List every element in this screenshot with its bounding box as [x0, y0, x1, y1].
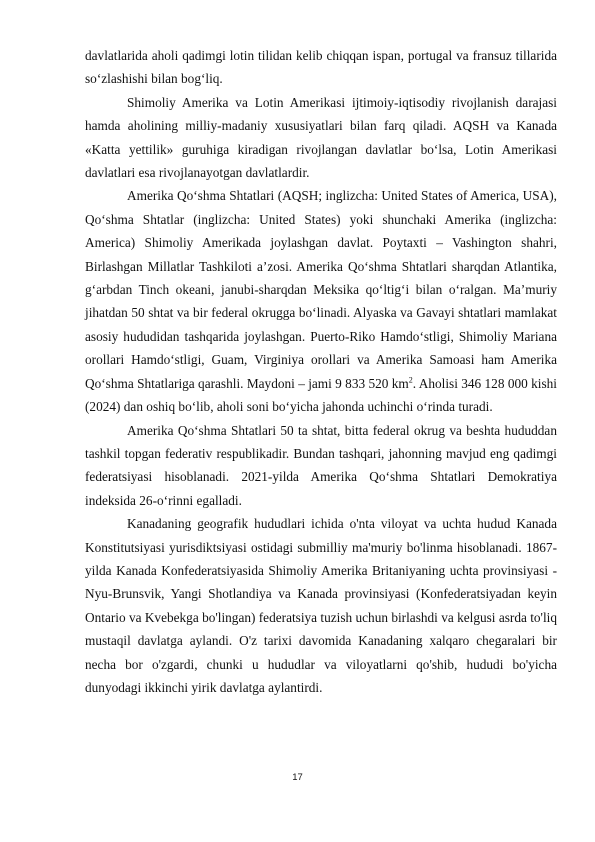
paragraph-1: davlatlarida aholi qadimgi lotin tilidan kelib chiqqan ispan, portugal va fransuz tillarida so‘zlashishi bilan bog‘liq.: [85, 48, 557, 87]
document-page: [85, 44, 557, 699]
paragraph-2: Shimoliy Amerika va Lotin Amerikasi ijtimoiy-iqtisodiy rivojlanish darajasi hamda aholining milliy-madaniy xususiyatlari bilan farq qiladi. AQSH va Kanada «Katta yettilik» guruhiga kiradigan rivojlangan davlatlar bo‘lsa, Lotin Amerikasi davlatlari esa rivojlanayotgan davlatlardir.: [85, 94, 557, 181]
area-unit-superscript: 2: [408, 375, 413, 385]
page-number: 17: [292, 772, 303, 783]
paragraph-5: Kanadaning geografik hududlari ichida o'nta viloyat va uchta hudud Kanada Konstitutsiyasi yurisdiktsiyasi ostidagi submilliy ma'muriy bo'linma hisoblanadi. 1867-yilda Kanada Konfederatsiyasida Shimoliy Amerika Britaniyaning uchta provinsiyasi - Nyu-Brunsvik, Yangi Shotlandiya va Kanada provinsiyasi (Konfederatsiyadan keyin Ontario va Kvebekga bo'lingan) federatsiya tuzish uchun birlashdi va kelgusi asrda to'liq mustaqil davlatga aylandi. O'z tarixi davomida Kanadaning xalqaro chegaralari bir necha bor o'zgardi, chunki u hududlar va viloyatlarni qo'shib, hududi bo'yicha dunyodagi ikkinchi yirik davlatga aylantirdi.: [85, 516, 557, 695]
paragraph-3: [85, 184, 557, 418]
paragraph-4: Amerika Qo‘shma Shtatlari 50 ta shtat, bitta federal okrug va beshta hududdan tashkil topgan federativ respublikadir. Bundan tashqari, jahonning mavjud eng qadimgi federatsiyasi hisoblanadi. 2021-yilda Amerika Qo‘shma Shtatlari Demokratiya indeksida 26-o‘rinni egalladi.: [85, 422, 557, 508]
paragraph-3-text-before: Amerika Qo‘shma Shtatlari (AQSH; inglizcha: United States of America, USA), Qo‘shma Shtatlar (inglizcha: United States) yoki shunchaki Amerika (inglizcha: America) Shimoliy Amerikada joylashgan davlat. Poytaxti – Vashington shahri, Birlashgan Millatlar Tashkiloti a’zosi. Amerika Qo‘shma Shtatlari sharqdan Atlantika, g‘arbdan Tinch okeani, janubi-sharqdan Meksika qo‘ltig‘i bilan o‘ralgan. Ma’muriy jihatdan 50 shtat va bir federal okrugga bo‘linadi. Alyaska va Gavayi shtatlari mamlakat asosiy hududidan tashqarida joylashgan. Puerto-Riko Hamdo‘stligi, Shimoliy Mariana orollari Hamdo‘stligi, Guam, Virginiya orollari va Amerika Samoasi ham Amerika Qo‘shma Shtatlariga qarashli. Maydoni – jami 9 833 520 km: [85, 188, 557, 391]
paragraph-3-text-after: . Aholisi 346 128 000 kishi (2024) dan oshiq bo‘lib, aholi soni bo‘yicha jahonda uchinchi o‘rinda turadi.: [85, 375, 557, 415]
